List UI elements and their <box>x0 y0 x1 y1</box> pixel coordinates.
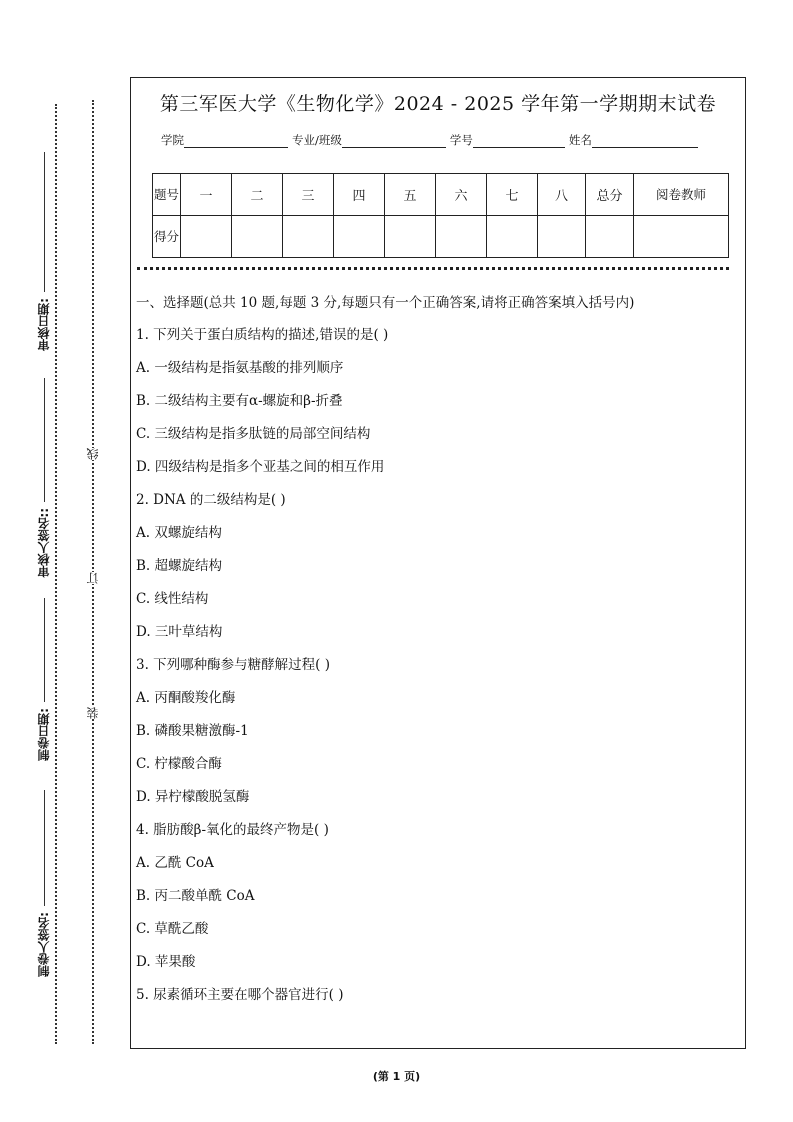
student-info-row <box>161 132 702 148</box>
question-line: 4. 脂肪酸β-氧化的最终产物是( ) <box>136 822 329 838</box>
reviewer-label: 阅卷教师 <box>634 174 729 216</box>
student-id-field[interactable] <box>473 134 565 148</box>
section-separator <box>137 267 729 270</box>
col-4: 四 <box>334 174 385 216</box>
score-table <box>152 173 729 258</box>
maker-date-label: 制卷日期: <box>37 708 51 761</box>
question-line: 3. 下列哪种酶参与糖酵解过程( ) <box>136 657 330 673</box>
college-field[interactable] <box>184 134 288 148</box>
col-total: 总分 <box>586 174 634 216</box>
option-line: A. 双螺旋结构 <box>136 525 222 541</box>
page-number: (第 1 页) <box>372 1070 421 1083</box>
score-cell[interactable] <box>283 216 334 258</box>
section-instruction: 一、选择题(总共 10 题,每题 3 分,每题只有一个正确答案,请将正确答案填入括号内) <box>136 295 635 311</box>
score-cell[interactable] <box>181 216 232 258</box>
name-label: 姓名 <box>568 133 592 147</box>
col-7: 七 <box>487 174 538 216</box>
binding-char-zhuang: 装 <box>86 707 100 719</box>
score-table-score-row <box>153 216 729 258</box>
reviewer-date-label: 审核日期: <box>37 298 51 351</box>
col-3: 三 <box>283 174 334 216</box>
score-total-cell[interactable] <box>586 216 634 258</box>
option-line: C. 线性结构 <box>136 591 209 607</box>
score-table-header-row <box>153 174 729 216</box>
name-field[interactable] <box>592 134 698 148</box>
option-line: A. 一级结构是指氨基酸的排列顺序 <box>136 360 344 376</box>
col-1: 一 <box>181 174 232 216</box>
major-field[interactable] <box>342 134 446 148</box>
option-line: A. 乙酰 CoA <box>136 855 214 871</box>
score-label: 得分 <box>153 216 181 258</box>
binding-char-line: 线 <box>86 448 100 460</box>
score-cell[interactable] <box>385 216 436 258</box>
maker-sign-label: 制卷人签名: <box>37 912 51 977</box>
question-line: 1. 下列关于蛋白质结构的描述,错误的是( ) <box>136 327 389 343</box>
col-8: 八 <box>538 174 586 216</box>
maker-date-blank <box>44 598 45 702</box>
col-2: 二 <box>232 174 283 216</box>
score-cell[interactable] <box>436 216 487 258</box>
reviewer-cell[interactable] <box>634 216 729 258</box>
option-line: D. 苹果酸 <box>136 954 196 970</box>
binding-dotted-line-outer <box>55 104 57 1044</box>
option-line: D. 异柠檬酸脱氢酶 <box>136 789 250 805</box>
col-6: 六 <box>436 174 487 216</box>
score-cell[interactable] <box>487 216 538 258</box>
reviewer-sign-blank <box>44 378 45 502</box>
exam-title: 第三军医大学《生物化学》2024 - 2025 学年第一学期期末试卷 <box>159 93 717 115</box>
binding-char-ding: 订 <box>86 572 100 584</box>
reviewer-sign-label: 审核人签名:: <box>37 508 51 578</box>
question-content <box>136 292 736 1017</box>
option-line: C. 草酰乙酸 <box>136 921 209 937</box>
major-label: 专业/班级 <box>292 133 342 147</box>
option-line: B. 磷酸果糖激酶-1 <box>136 723 249 739</box>
student-id-label: 学号 <box>449 133 473 147</box>
option-line: B. 丙二酸单酰 CoA <box>136 888 255 904</box>
maker-sign-blank <box>44 790 45 906</box>
option-line: B. 二级结构主要有α-螺旋和β-折叠 <box>136 393 343 409</box>
exam-frame <box>130 77 746 1049</box>
college-label: 学院 <box>161 133 184 147</box>
option-line: A. 丙酮酸羧化酶 <box>136 690 236 706</box>
question-number-label: 题号 <box>153 174 181 216</box>
score-cell[interactable] <box>232 216 283 258</box>
score-cell[interactable] <box>334 216 385 258</box>
question-line: 5. 尿素循环主要在哪个器官进行( ) <box>136 987 344 1003</box>
col-5: 五 <box>385 174 436 216</box>
score-cell[interactable] <box>538 216 586 258</box>
option-line: C. 三级结构是指多肽链的局部空间结构 <box>136 426 371 442</box>
question-line: 2. DNA 的二级结构是( ) <box>136 492 286 508</box>
option-line: D. 三叶草结构 <box>136 624 223 640</box>
reviewer-date-blank <box>44 152 45 292</box>
option-line: C. 柠檬酸合酶 <box>136 756 222 772</box>
option-line: D. 四级结构是指多个亚基之间的相互作用 <box>136 459 385 475</box>
option-line: B. 超螺旋结构 <box>136 558 223 574</box>
